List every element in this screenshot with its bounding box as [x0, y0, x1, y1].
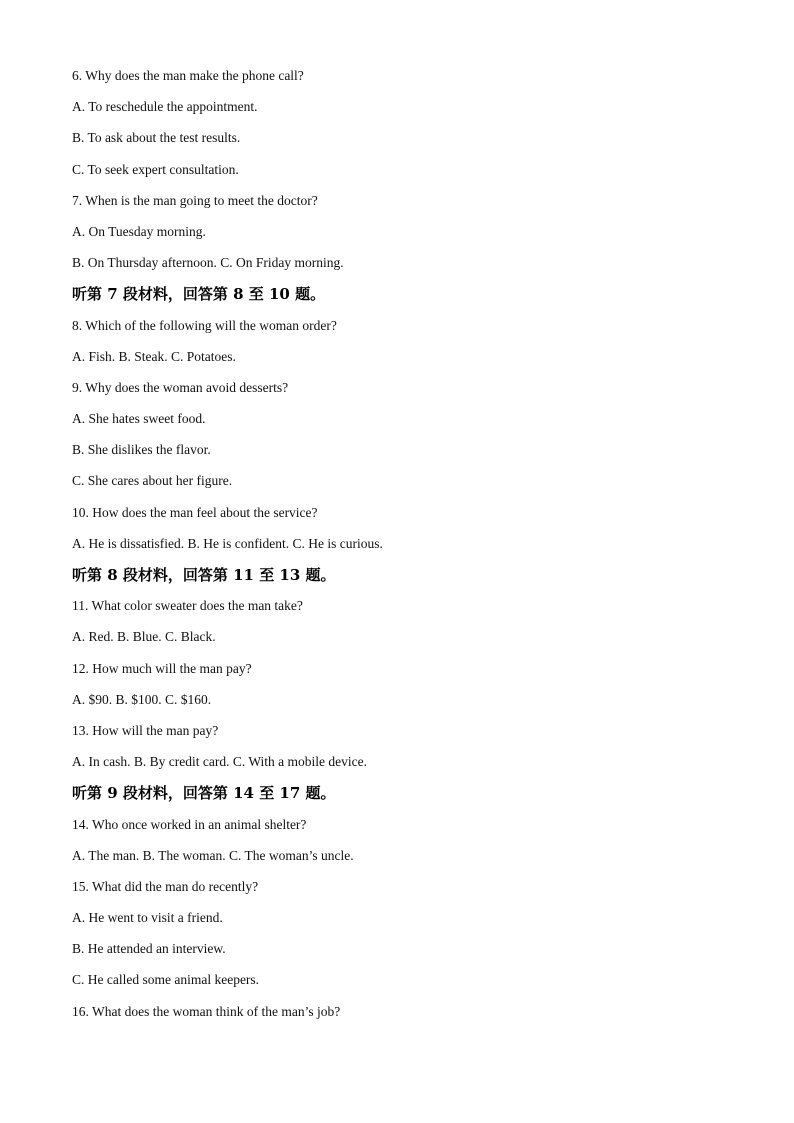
section-heading-8: 听第 8 段材料，回答第 11 至 13 题。: [72, 566, 336, 584]
option-15a: A. He went to visit a friend.: [72, 910, 223, 926]
question-12: 12. How much will the man pay?: [72, 660, 252, 676]
question-10: 10. How does the man feel about the service?: [72, 504, 318, 520]
question-9: 9. Why does the woman avoid desserts?: [72, 379, 289, 395]
section-heading-9: 听第 9 段材料，回答第 14 至 17 题。: [72, 784, 336, 803]
option-6b: B. To ask about the test results.: [72, 130, 241, 146]
option-6a: A. To reschedule the appointment.: [72, 99, 258, 115]
options-8: A. Fish. B. Steak. C. Potatoes.: [72, 348, 236, 364]
section-heading-7: 听第 7 段材料，回答第 8 至 10 题。: [72, 285, 326, 304]
option-15c: C. He called some animal keepers.: [72, 972, 260, 988]
question-14: 14. Who once worked in an animal shelter?: [72, 816, 307, 832]
option-7bc: B. On Thursday afternoon. C. On Friday morning.: [72, 255, 344, 271]
document-page: [72, 67, 752, 1034]
question-11: 11. What color sweater does the man take?: [72, 598, 303, 614]
question-6: 6. Why does the man make the phone call?: [72, 68, 304, 83]
question-7: 7. When is the man going to meet the doctor?: [72, 192, 318, 208]
options-10: A. He is dissatisfied. B. He is confident. C. He is curious.: [72, 535, 383, 551]
option-9c: C. She cares about her figure.: [72, 473, 233, 489]
options-13: A. In cash. B. By credit card. C. With a mobile device.: [72, 754, 368, 770]
option-6c: C. To seek expert consultation.: [72, 161, 239, 177]
option-9b: B. She dislikes the flavor.: [72, 442, 211, 458]
option-15b: B. He attended an interview.: [72, 941, 226, 957]
question-13: 13. How will the man pay?: [72, 722, 219, 738]
question-15: 15. What did the man do recently?: [72, 878, 259, 894]
question-16: 16. What does the woman think of the man’s job?: [72, 1003, 341, 1019]
option-9a: A. She hates sweet food.: [72, 411, 206, 427]
option-7a: A. On Tuesday morning.: [72, 223, 206, 239]
question-8: 8. Which of the following will the woman order?: [72, 317, 337, 333]
options-14: A. The man. B. The woman. C. The woman’s uncle.: [72, 847, 354, 863]
options-12: A. $90. B. $100. C. $160.: [72, 691, 212, 707]
options-11: A. Red. B. Blue. C. Black.: [72, 629, 216, 645]
